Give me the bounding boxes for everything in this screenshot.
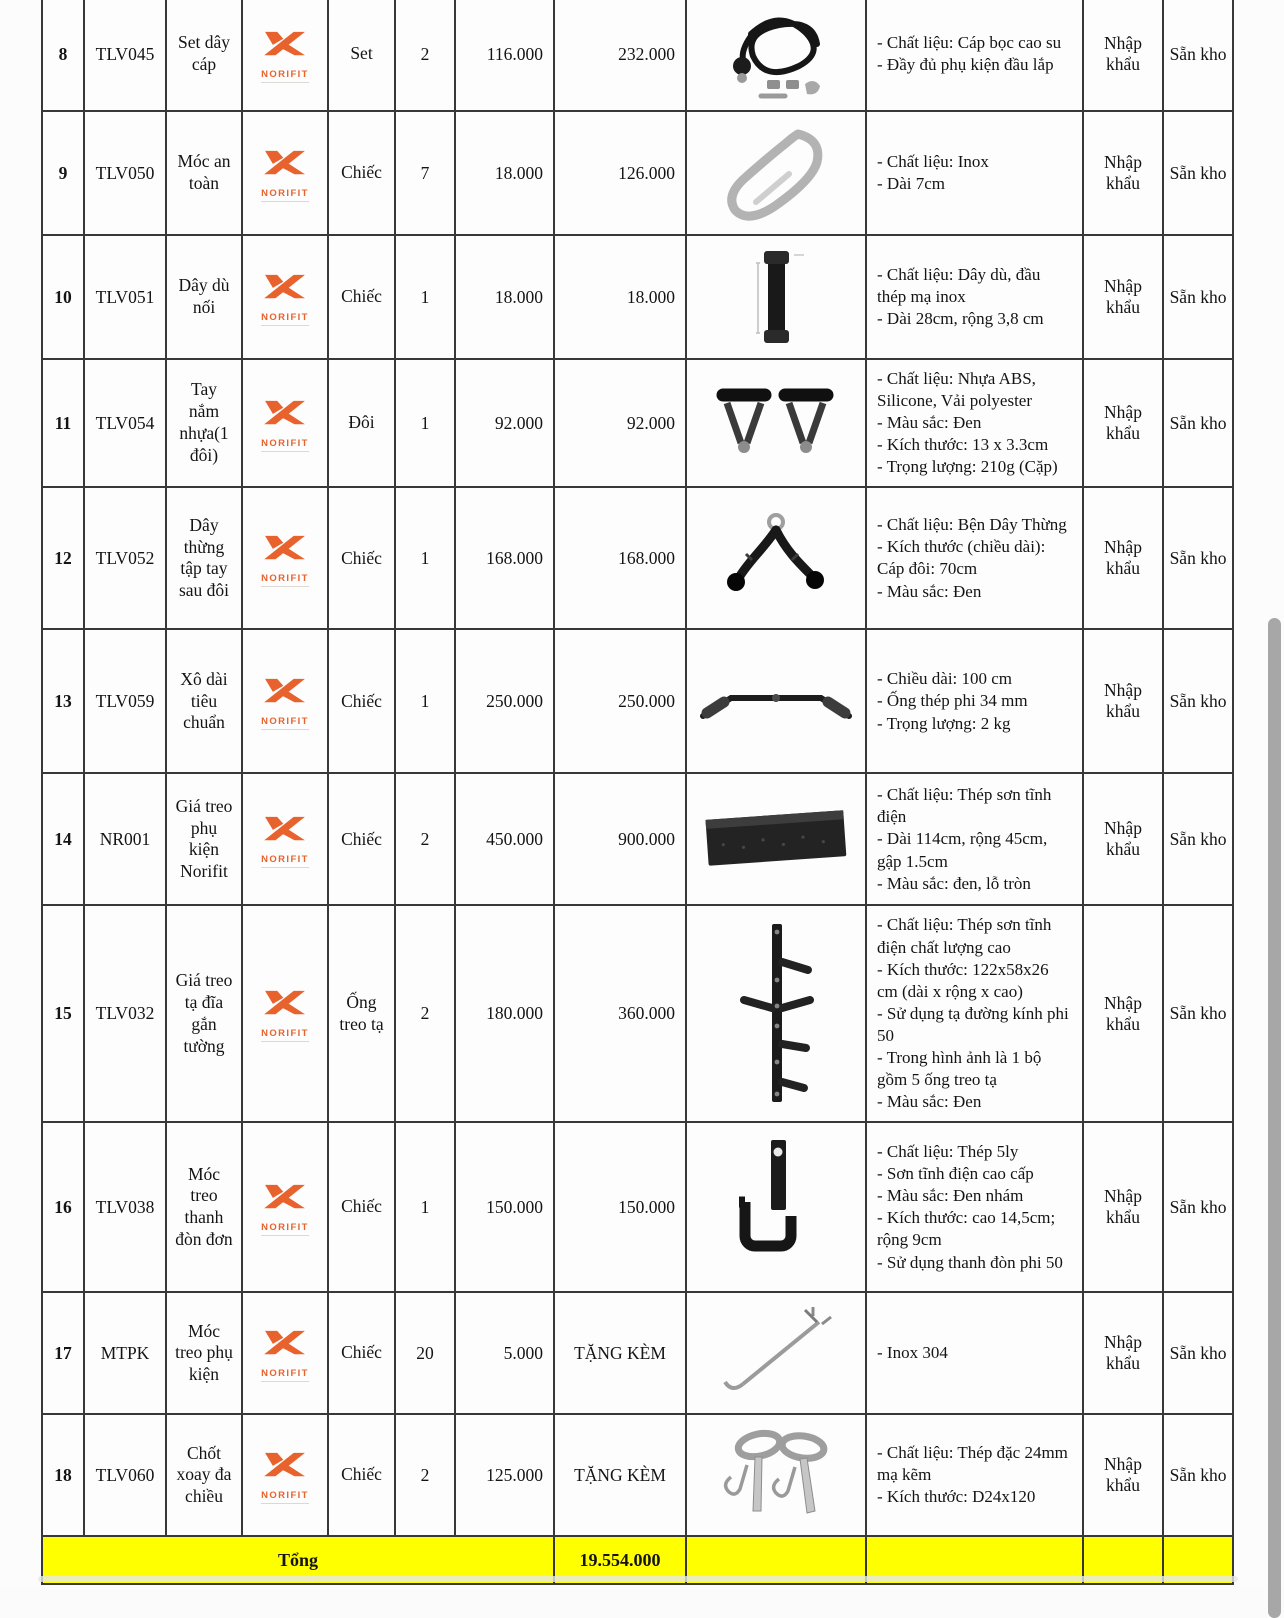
spec-line: - Kích thước: 122x58x26 cm (dài x rộng x cao) <box>877 959 1049 1001</box>
norifit-logo-icon <box>259 812 311 867</box>
stock-cell: Sẵn kho <box>1163 905 1233 1122</box>
unit-price-cell: 5.000 <box>455 1292 554 1414</box>
row-number: 18 <box>42 1414 84 1536</box>
row-number: 11 <box>42 359 84 487</box>
spec-line: - Kích thước: cao 14,5cm; rộng 9cm <box>877 1208 1056 1250</box>
row-number: 16 <box>42 1122 84 1292</box>
product-name: Set dây cáp <box>166 0 242 111</box>
product-code: NR001 <box>84 773 166 905</box>
stock-cell: Sẵn kho <box>1163 359 1233 487</box>
origin-cell: Nhập khẩu <box>1083 235 1163 359</box>
handles-image <box>691 373 861 473</box>
unit-price-cell: 18.000 <box>455 111 554 235</box>
unit-cell: Chiếc <box>328 1414 395 1536</box>
unit-price-cell: 450.000 <box>455 773 554 905</box>
product-image-cell <box>686 1414 866 1536</box>
spec-line: - Màu sắc: đen, lỗ tròn <box>877 873 1031 893</box>
specs-cell <box>866 0 1083 111</box>
stock-cell: Sẵn kho <box>1163 1122 1233 1292</box>
brand-cell <box>242 905 328 1122</box>
quantity-cell: 2 <box>395 905 455 1122</box>
total-price-cell: 168.000 <box>554 487 686 629</box>
stock-cell: Sẵn kho <box>1163 773 1233 905</box>
brand-cell <box>242 0 328 111</box>
product-code: TLV050 <box>84 111 166 235</box>
spec-line: - Chất liệu: Thép đặc 24mm mạ kẽm <box>877 1443 1068 1485</box>
product-row-17 <box>42 1292 1233 1414</box>
specs-cell <box>866 1292 1083 1414</box>
product-row-18 <box>42 1414 1233 1536</box>
specs-cell <box>866 905 1083 1122</box>
origin-cell: Nhập khẩu <box>1083 487 1163 629</box>
norifit-wordmark: NORIFIT <box>261 1222 309 1236</box>
unit-cell: Chiếc <box>328 487 395 629</box>
row-number: 14 <box>42 773 84 905</box>
product-table-body <box>42 0 1233 1536</box>
quantity-cell: 1 <box>395 487 455 629</box>
row-number: 15 <box>42 905 84 1122</box>
unit-price-cell: 168.000 <box>455 487 554 629</box>
brand-cell <box>242 1414 328 1536</box>
brand-cell <box>242 1292 328 1414</box>
norifit-wordmark: NORIFIT <box>261 188 309 202</box>
wall-rack-image <box>691 916 861 1112</box>
board-image <box>691 801 861 877</box>
spec-line: - Màu sắc: Đen <box>877 413 982 433</box>
product-code: TLV059 <box>84 629 166 773</box>
product-name: Dây dù nối <box>166 235 242 359</box>
product-image-cell <box>686 487 866 629</box>
spec-line: - Chất liệu: Cáp bọc cao su <box>877 32 1062 52</box>
product-row-8 <box>42 0 1233 111</box>
stock-cell: Sẵn kho <box>1163 111 1233 235</box>
row-number: 12 <box>42 487 84 629</box>
product-image-cell <box>686 0 866 111</box>
specs-cell <box>866 773 1083 905</box>
total-price-cell: 18.000 <box>554 235 686 359</box>
product-row-12 <box>42 487 1233 629</box>
product-row-9 <box>42 111 1233 235</box>
row-number: 10 <box>42 235 84 359</box>
spec-line: - Kích thước (chiều dài): Cáp đôi: 70cm <box>877 537 1046 579</box>
norifit-wordmark: NORIFIT <box>261 69 309 83</box>
norifit-wordmark: NORIFIT <box>261 438 309 452</box>
row-number: 9 <box>42 111 84 235</box>
spec-line: - Trọng lượng: 210g (Cặp) <box>877 457 1058 477</box>
specs-cell <box>866 1122 1083 1292</box>
origin-cell: Nhập khẩu <box>1083 1414 1163 1536</box>
spec-line: - Chất liệu: Thép sơn tĩnh điện chất lượng cao <box>877 915 1052 957</box>
brand-cell <box>242 773 328 905</box>
origin-cell: Nhập khẩu <box>1083 111 1163 235</box>
strap-image <box>691 243 861 351</box>
unit-price-cell: 18.000 <box>455 235 554 359</box>
product-name: Giá treo tạ đĩa gắn tường <box>166 905 242 1122</box>
norifit-logo-icon <box>259 1448 311 1503</box>
spec-line: - Chất liệu: Nhựa ABS, Silicone, Vải polyester <box>877 369 1036 411</box>
spec-line: - Chất liệu: Thép sơn tĩnh điện <box>877 785 1052 827</box>
unit-cell: Chiếc <box>328 235 395 359</box>
spec-line: - Dài 28cm, rộng 3,8 cm <box>877 309 1044 329</box>
total-price-cell: TẶNG KÈM <box>554 1414 686 1536</box>
spec-line: - Chiều dài: 100 cm <box>877 669 1013 689</box>
product-code: TLV052 <box>84 487 166 629</box>
spec-line: - Chất liệu: Dây dù, đầu thép mạ inox <box>877 264 1041 306</box>
row-number: 8 <box>42 0 84 111</box>
specs-cell <box>866 111 1083 235</box>
spec-line: - Trong hình ảnh là 1 bộ gồm 5 ống treo tạ <box>877 1048 1042 1090</box>
scrollbar-thumb[interactable] <box>1268 618 1281 1618</box>
spec-line: - Ống thép phi 34 mm <box>877 691 1028 711</box>
brand-cell <box>242 111 328 235</box>
lat-bar-image <box>691 670 861 732</box>
quantity-cell: 1 <box>395 629 455 773</box>
product-code: TLV051 <box>84 235 166 359</box>
spec-line: - Chất liệu: Inox <box>877 151 989 171</box>
product-image-cell <box>686 359 866 487</box>
spec-line: - Dài 114cm, rộng 45cm, gập 1.5cm <box>877 829 1048 871</box>
stock-cell: Sẵn kho <box>1163 0 1233 111</box>
spec-line: - Màu sắc: Đen nhám <box>877 1186 1024 1206</box>
quantity-cell: 1 <box>395 235 455 359</box>
unit-price-cell: 250.000 <box>455 629 554 773</box>
origin-cell: Nhập khẩu <box>1083 1122 1163 1292</box>
quantity-cell: 2 <box>395 0 455 111</box>
product-code: TLV038 <box>84 1122 166 1292</box>
total-value: 19.554.000 <box>554 1536 686 1584</box>
total-price-cell: 150.000 <box>554 1122 686 1292</box>
norifit-wordmark: NORIFIT <box>261 1028 309 1042</box>
unit-price-cell: 92.000 <box>455 359 554 487</box>
norifit-logo-icon <box>259 1326 311 1381</box>
spec-line: - Kích thước: D24x120 <box>877 1487 1036 1507</box>
row-number: 13 <box>42 629 84 773</box>
stock-cell: Sẵn kho <box>1163 235 1233 359</box>
spec-line: - Sơn tĩnh điện cao cấp <box>877 1164 1034 1184</box>
stock-cell: Sẵn kho <box>1163 487 1233 629</box>
product-name: Móc treo phụ kiện <box>166 1292 242 1414</box>
unit-cell: Chiếc <box>328 773 395 905</box>
origin-cell: Nhập khẩu <box>1083 629 1163 773</box>
norifit-logo-icon <box>259 396 311 451</box>
unit-price-cell: 116.000 <box>455 0 554 111</box>
norifit-logo-icon <box>259 27 311 82</box>
total-price-cell: 232.000 <box>554 0 686 111</box>
product-name: Dây thừng tập tay sau đôi <box>166 487 242 629</box>
product-name: Móc an toàn <box>166 111 242 235</box>
norifit-logo-icon <box>259 146 311 201</box>
unit-cell: Ống treo tạ <box>328 905 395 1122</box>
product-code: TLV045 <box>84 0 166 111</box>
origin-cell: Nhập khẩu <box>1083 773 1163 905</box>
tricep-rope-image <box>691 506 861 610</box>
norifit-logo-icon <box>259 986 311 1041</box>
specs-cell <box>866 359 1083 487</box>
product-row-13 <box>42 629 1233 773</box>
quantity-cell: 2 <box>395 773 455 905</box>
origin-cell: Nhập khẩu <box>1083 0 1163 111</box>
spec-line: - Chất liệu: Thép 5ly <box>877 1142 1019 1162</box>
unit-price-cell: 150.000 <box>455 1122 554 1292</box>
norifit-wordmark: NORIFIT <box>261 312 309 326</box>
stock-cell: Sẵn kho <box>1163 629 1233 773</box>
origin-cell: Nhập khẩu <box>1083 905 1163 1122</box>
product-image-cell <box>686 1122 866 1292</box>
spec-line: - Trọng lượng: 2 kg <box>877 713 1011 733</box>
pin-hook-image <box>691 1298 861 1408</box>
spec-line: - Sử dụng thanh đòn phi 50 <box>877 1252 1063 1272</box>
product-row-16 <box>42 1122 1233 1292</box>
unit-cell: Đôi <box>328 359 395 487</box>
spec-line: - Sử dụng tạ đường kính phi 50 <box>877 1003 1069 1045</box>
norifit-wordmark: NORIFIT <box>261 1368 309 1382</box>
product-row-14 <box>42 773 1233 905</box>
quantity-cell: 1 <box>395 359 455 487</box>
spec-line: - Kích thước: 13 x 3.3cm <box>877 435 1049 455</box>
quantity-cell: 2 <box>395 1414 455 1536</box>
quantity-cell: 20 <box>395 1292 455 1414</box>
total-price-cell: TẶNG KÈM <box>554 1292 686 1414</box>
brand-cell <box>242 235 328 359</box>
page-edge-shadow <box>38 1576 1238 1582</box>
norifit-wordmark: NORIFIT <box>261 573 309 587</box>
norifit-logo-icon <box>259 1180 311 1235</box>
unit-cell: Chiếc <box>328 111 395 235</box>
norifit-wordmark: NORIFIT <box>261 854 309 868</box>
spec-line: - Chất liệu: Bện Dây Thừng <box>877 515 1067 535</box>
specs-cell <box>866 235 1083 359</box>
spec-line: - Màu sắc: Đen <box>877 581 982 601</box>
spec-line: - Đầy đủ phụ kiện đầu lắp <box>877 55 1054 74</box>
t-pins-image <box>691 1419 861 1531</box>
quantity-cell: 7 <box>395 111 455 235</box>
product-image-cell <box>686 235 866 359</box>
product-name: Móc treo thanh đòn đơn <box>166 1122 242 1292</box>
product-code: TLV060 <box>84 1414 166 1536</box>
product-image-cell <box>686 773 866 905</box>
origin-cell: Nhập khẩu <box>1083 1292 1163 1414</box>
unit-cell: Set <box>328 0 395 111</box>
specs-cell <box>866 629 1083 773</box>
product-name: Tay nắm nhựa(1 đôi) <box>166 359 242 487</box>
unit-cell: Chiếc <box>328 1122 395 1292</box>
product-name: Giá treo phụ kiện Norifit <box>166 773 242 905</box>
brand-cell <box>242 629 328 773</box>
product-image-cell <box>686 905 866 1122</box>
brand-cell <box>242 359 328 487</box>
total-price-cell: 92.000 <box>554 359 686 487</box>
row-number: 17 <box>42 1292 84 1414</box>
brand-cell <box>242 487 328 629</box>
total-price-cell: 126.000 <box>554 111 686 235</box>
product-row-10 <box>42 235 1233 359</box>
norifit-logo-icon <box>259 531 311 586</box>
unit-cell: Chiếc <box>328 1292 395 1414</box>
product-image-cell <box>686 629 866 773</box>
specs-cell <box>866 487 1083 629</box>
specs-cell <box>866 1414 1083 1536</box>
norifit-logo-icon <box>259 674 311 729</box>
product-code: MTPK <box>84 1292 166 1414</box>
norifit-logo-icon <box>259 270 311 325</box>
unit-price-cell: 180.000 <box>455 905 554 1122</box>
quantity-cell: 1 <box>395 1122 455 1292</box>
total-price-cell: 900.000 <box>554 773 686 905</box>
total-price-cell: 360.000 <box>554 905 686 1122</box>
product-row-15 <box>42 905 1233 1122</box>
unit-price-cell: 125.000 <box>455 1414 554 1536</box>
j-hook-image <box>691 1132 861 1282</box>
origin-cell: Nhập khẩu <box>1083 359 1163 487</box>
brand-cell <box>242 1122 328 1292</box>
product-name: Xô dài tiêu chuẩn <box>166 629 242 773</box>
cable-set-image <box>691 2 861 106</box>
spec-line: - Màu sắc: Đen <box>877 1092 982 1112</box>
carabiner-image <box>691 118 861 228</box>
product-name: Chốt xoay đa chiều <box>166 1414 242 1536</box>
norifit-wordmark: NORIFIT <box>261 716 309 730</box>
product-table <box>41 0 1234 1585</box>
total-price-cell: 250.000 <box>554 629 686 773</box>
stock-cell: Sẵn kho <box>1163 1292 1233 1414</box>
product-row-11 <box>42 359 1233 487</box>
product-image-cell <box>686 111 866 235</box>
spec-line: - Inox 304 <box>877 1343 948 1363</box>
product-image-cell <box>686 1292 866 1414</box>
spec-line: - Dài 7cm <box>877 174 945 193</box>
unit-cell: Chiếc <box>328 629 395 773</box>
product-code: TLV032 <box>84 905 166 1122</box>
total-label: Tổng <box>42 1536 554 1584</box>
product-code: TLV054 <box>84 359 166 487</box>
stock-cell: Sẵn kho <box>1163 1414 1233 1536</box>
norifit-wordmark: NORIFIT <box>261 1490 309 1504</box>
